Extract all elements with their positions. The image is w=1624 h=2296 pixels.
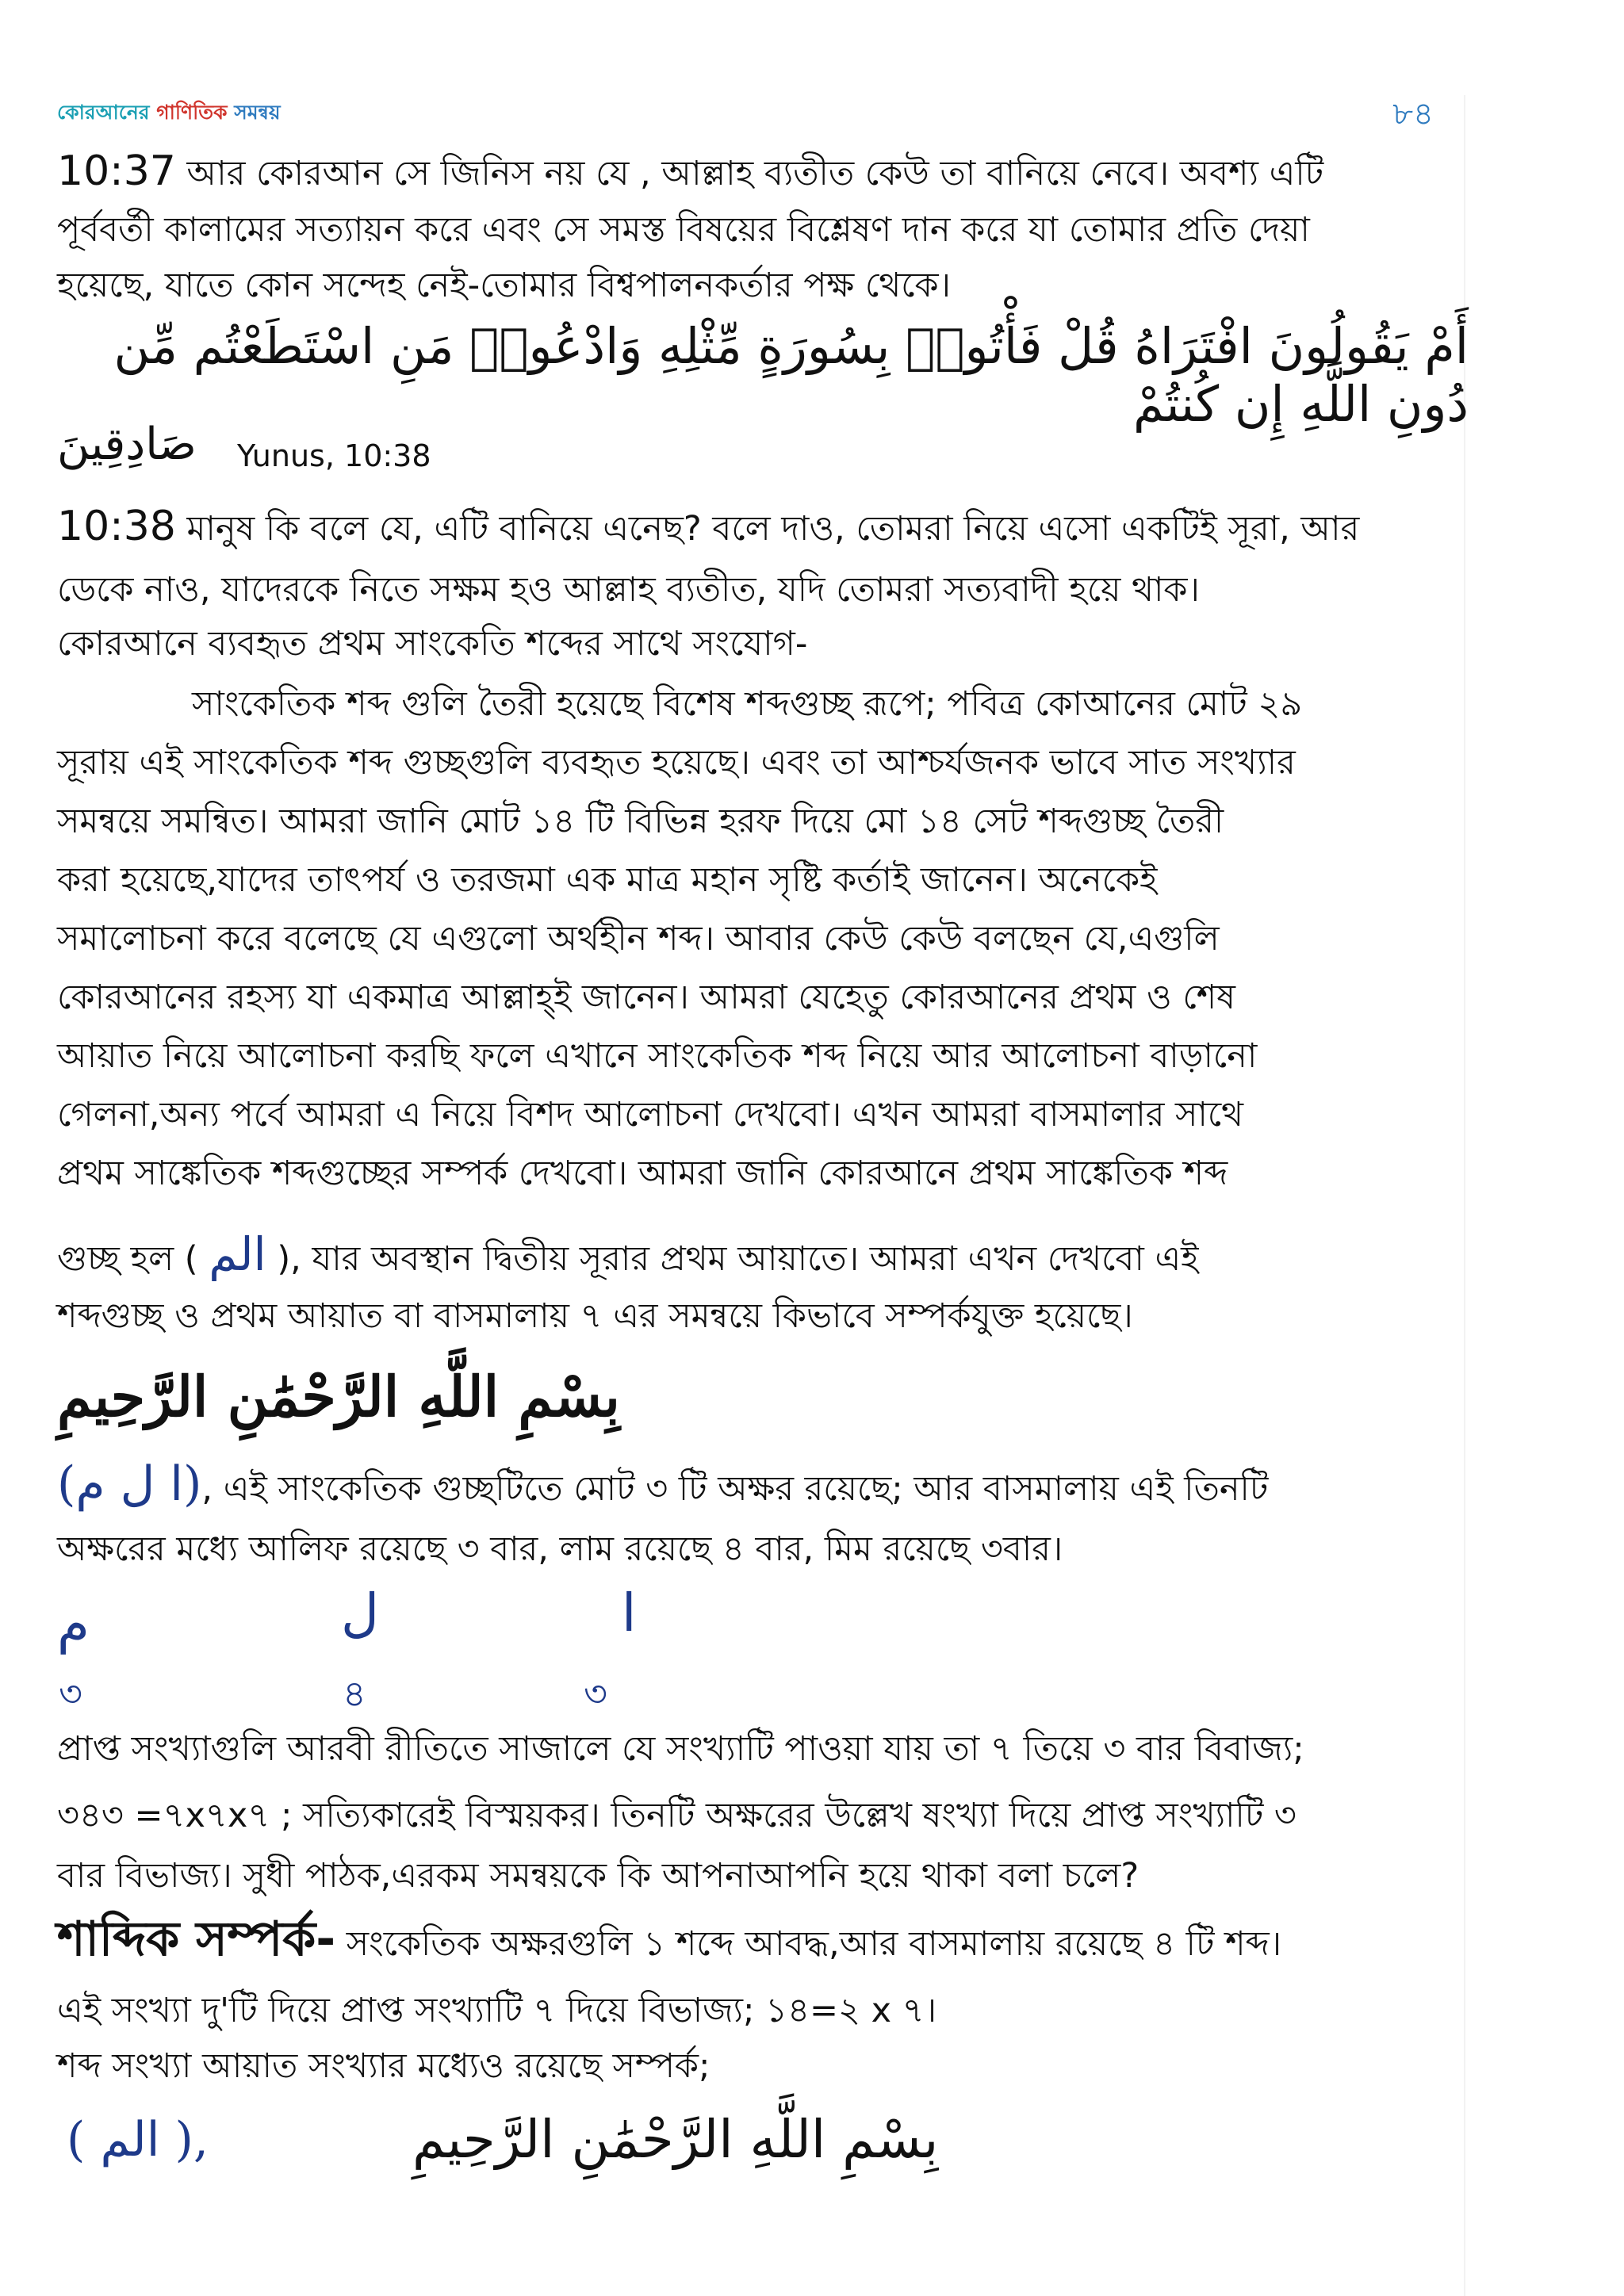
paragraph1-tail-pre: গুচ্ছ হল ( [57, 1239, 209, 1279]
verse-38-number: 10:38 [57, 503, 176, 550]
letter-alif: ا [622, 1582, 637, 1644]
paragraph2-line3: বার বিভাজ্য। সুধী পাঠক,এরকম সমন্বয়কে কি আপনাআপনি হয়ে থাকা বলা চলে? [57, 1856, 1139, 1896]
paragraph2-line2: ৩৪৩ =৭x৭x৭ ; সত্যিকারেই বিস্ময়কর। তিনটি অক্ষরের উল্লেখ ষংখ্যা দিয়ে প্রাপ্ত সংখ্যাটি ৩ [57, 1796, 1297, 1835]
paragraph1-line8: গেলনা,অন্য পর্বে আমরা এ নিয়ে বিশদ আলোচনা দেখবো। এখন আমরা বাসমালার সাথে [57, 1095, 1244, 1135]
arabic-verse-38-line1: أَمْ يَقُولُونَ افْتَرَاهُ قُلْ فَأْتُوا۟ بِسُورَةٍ مِّثْلِهِ وَادْعُوا۟ مَنِ اسْتَطَعْتُم مِّن دُونِ اللَّهِ إِن كُنتُمْ [113, 317, 1469, 433]
paragraph1-line9: প্রথম সাঙ্কেতিক শব্দগুচ্ছের সম্পর্ক দেখবো। আমরা জানি কোরআনে প্রথম সাঙ্কেতিক শব্দ [57, 1154, 1228, 1193]
letters-para-line2: অক্ষরের মধ্যে আলিফ রয়েছে ৩ বার, লাম রয়েছে ৪ বার, মিম রয়েছে ৩বার। [57, 1529, 1063, 1569]
letters-para-text1: , এই সাংকেতিক গুচ্ছটিতে মোট ৩ টি অক্ষর রয়েছে; আর বাসমালায় এই তিনটি [201, 1469, 1269, 1509]
bottom-alm: ( الم ), [67, 2112, 209, 2168]
header-title-part3: সমন্বয় [234, 101, 281, 124]
paragraph2-line1: প্রাপ্ত সংখ্যাগুলি আরবী রীতিতে সাজালে যে সংখ্যাটি পাওয়া যায় তা ৭ তিয়ে ৩ বার বিবাজ্য; [57, 1729, 1304, 1769]
verse-37-line2: পূর্ববর্তী কালামের সত্যায়ন করে এবং সে সমস্ত বিষয়ের বিশ্লেষণ দান করে যা তোমার প্রতি দেয়া [57, 210, 1310, 250]
count-lam: ৪ [343, 1672, 366, 1715]
page-number: ৮৪ [1392, 96, 1434, 132]
alif-lam-mim-arabic: (ا ل م) [57, 1456, 202, 1512]
bottom-basmala: بِسْمِ اللَّهِ الرَّحْمَٰنِ الرَّحِيمِ [412, 2109, 939, 2170]
count-alif: ৩ [584, 1672, 607, 1715]
paragraph1-line6: কোরআনের রহস্য যা একমাত্র আল্লাহ্ই জানেন। আমরা যেহেতু কোরআনের প্রথম ও শেষ [57, 978, 1235, 1017]
header-title-part2: গাণিতিক [156, 101, 235, 124]
header-title [57, 97, 281, 131]
paragraph1-line2: সূরায় এই সাংকেতিক শব্দ গুচ্ছগুলি ব্যবহৃত হয়েছে। এবং তা আশ্চর্যজনক ভাবে সাত সংখ্যার [57, 743, 1296, 783]
letter-lam: ل [341, 1582, 379, 1644]
word-relation-heading: শাব্দিক সম্পর্ক- [57, 1911, 336, 1967]
verse-reference: Yunus, 10:38 [236, 438, 431, 473]
paragraph1-line10 [57, 1226, 1469, 1288]
word-relation-line1 [57, 1911, 1469, 1973]
word-relation-line3: শব্দ সংখ্যা আয়াত সংখ্যার মধ্যেও রয়েছে সম্পর্ক; [57, 2046, 710, 2086]
paragraph1-line7: আয়াত নিয়ে আলোচনা করছি ফলে এখানে সাংকেতিক শব্দ নিয়ে আর আলোচনা বাড়ানো [57, 1036, 1258, 1076]
verse-38-text: মানুষ কি বলে যে, এটি বানিয়ে এনেছ? বলে দাও, তোমরা নিয়ে এসো একটিই সূরা, আর [186, 509, 1360, 549]
paragraph1-line3: সমন্বয়ে সমন্বিত। আমরা জানি মোট ১৪ টি বিভিন্ন হরফ দিয়ে মো ১৪ সেট শব্দগুচ্ছ তৈরী [57, 802, 1224, 841]
word-relation-line2: এই সংখ্যা দু'টি দিয়ে প্রাপ্ত সংখ্যাটি ৭ দিয়ে বিভাজ্য; ১৪=২ x ৭। [57, 1991, 937, 2030]
paragraph1-tail-post: ), যার অবস্থান দ্বিতীয় সূরার প্রথম আয়াতে। আমরা এখন দেখবো এই [266, 1239, 1199, 1279]
alm-arabic-inline: الم [209, 1227, 266, 1281]
count-meem: ৩ [59, 1672, 82, 1715]
paragraph1-line1: সাংকেতিক শব্দ গুলি তৈরী হয়েছে বিশেষ শব্দগুচ্ছ রূপে; পবিত্র কোআনের মোট ২৯ [192, 684, 1303, 724]
arabic-verse-38-line2: صَادِقِينَ [57, 419, 197, 470]
letters-para-line1 [57, 1456, 1469, 1517]
basmala-heading: بِسْمِ اللَّهِ الرَّحْمَٰنِ الرَّحِيمِ [57, 1364, 620, 1429]
paragraph1-line5: সমালোচনা করে বলেছে যে এগুলো অর্থহীন শব্দ। আবার কেউ কেউ বলছেন যে,এগুলি [57, 919, 1220, 959]
paragraph1-line11: শব্দগুচ্ছ ও প্রথম আয়াত বা বাসমালায় ৭ এর সমন্বয়ে কিভাবে সম্পর্কযুক্ত হয়েছে। [57, 1296, 1133, 1336]
verse-38-line1 [57, 498, 1469, 557]
word-relation-text1: সংকেতিক অক্ষরগুলি ১ শব্দে আবদ্ধ,আর বাসমালায় রয়েছে ৪ টি শব্দ। [335, 1924, 1282, 1964]
paragraph1-line4: করা হয়েছে,যাদের তাৎপর্য ও তরজমা এক মাত্র মহান সৃষ্টি কর্তাই জানেন। অনেকেই [57, 860, 1158, 900]
verse-37-number: 10:37 [57, 147, 176, 195]
section-heading: কোরআনে ব্যবহৃত প্রথম সাংকেতি শব্দের সাথে সংযোগ- [57, 624, 808, 664]
arabic-verse-38-line2-row [57, 419, 533, 474]
verse-37-text: আর কোরআন সে জিনিস নয় যে , আল্লাহ ব্যতীত কেউ তা বানিয়ে নেবে। অবশ্য এটি [186, 154, 1324, 193]
letter-meem: م [57, 1594, 90, 1655]
verse-37-line3: হয়েছে, যাতে কোন সন্দেহ নেই-তোমার বিশ্বপালনকর্তার পক্ষ থেকে। [57, 266, 951, 305]
verse-38-line2: ডেকে নাও, যাদেরকে নিতে সক্ষম হও আল্লাহ ব্যতীত, যদি তোমরা সত্যবাদী হয়ে থাক। [57, 570, 1200, 610]
header-title-part1: কোরআনের [57, 101, 157, 124]
verse-37-line1 [57, 143, 1469, 202]
